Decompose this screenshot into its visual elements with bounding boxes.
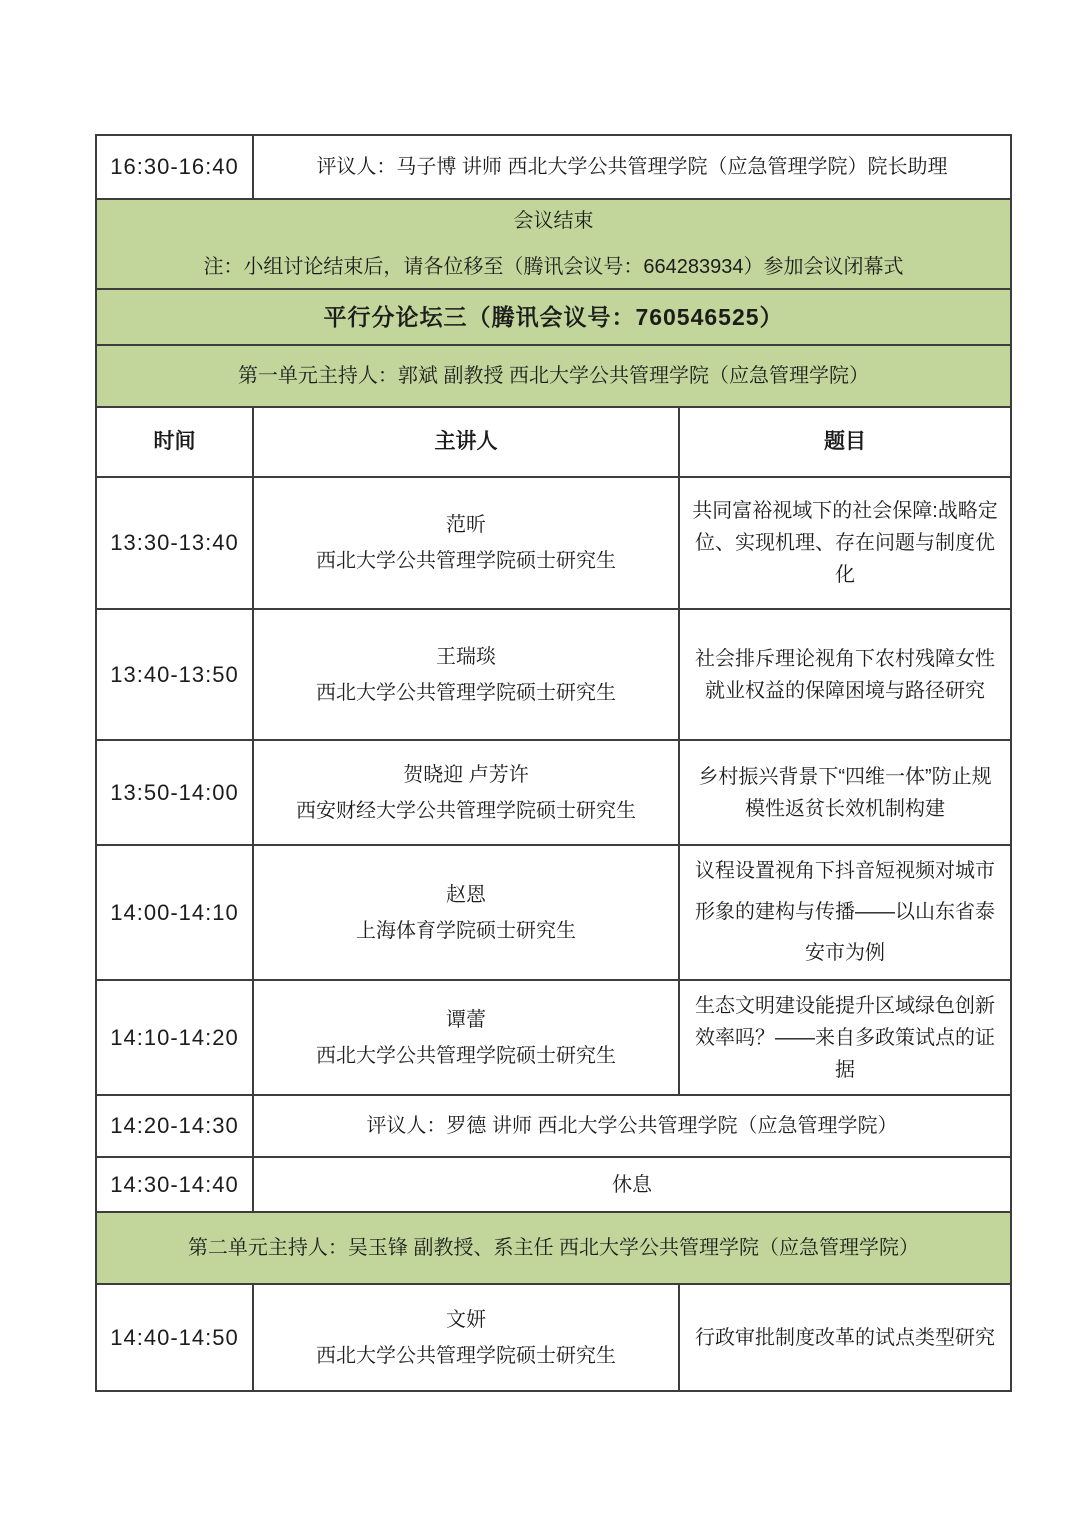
speaker-affiliation: 上海体育学院硕士研究生 [356,919,576,942]
speaker-name: 范昕 [446,514,486,536]
reviewer-cell: 评议人：马子博 讲师 西北大学公共管理学院（应急管理学院）院长助理 [253,135,1011,199]
topic-cell: 社会排斥理论视角下农村残障女性就业权益的保障困境与路径研究 [679,609,1011,740]
speaker-affiliation: 西北大学公共管理学院硕士研究生 [316,1044,616,1067]
topic-cell: 生态文明建设能提升区域绿色创新效率吗？——来自多政策试点的证据 [679,980,1011,1095]
table-row-session [96,1284,1011,1391]
speaker-cell [253,609,679,740]
closing-title: 会议结束 [513,210,594,232]
table-row-review [96,1095,1011,1157]
topic-cell: 乡村振兴背景下“四维一体”防止规模性返贫长效机制构建 [679,740,1011,845]
closing-note: 注：小组讨论结束后，请各位移至（腾讯会议号：664283934）参加会议闭幕式 [203,256,904,278]
speaker-name: 文妍 [446,1308,486,1331]
speaker-affiliation: 西北大学公共管理学院硕士研究生 [316,681,616,704]
time-cell: 14:30-14:40 [96,1157,253,1212]
speaker-cell [253,980,679,1095]
table-row-break [96,1157,1011,1212]
table-row-session [96,845,1011,980]
agenda-table [95,134,1012,1392]
table-row-closing [96,199,1011,289]
closing-cell [96,199,1011,289]
table-row-session [96,609,1011,740]
speaker-affiliation: 西北大学公共管理学院硕士研究生 [316,550,616,572]
time-cell: 13:50-14:00 [96,740,253,845]
topic-cell: 行政审批制度改革的试点类型研究 [679,1284,1011,1391]
unit2-moderator-cell: 第二单元主持人：吴玉锋 副教授、系主任 西北大学公共管理学院（应急管理学院） [96,1212,1011,1284]
column-header-topic: 题目 [679,407,1011,477]
speaker-name: 贺晓迎 卢芳许 [403,763,529,786]
speaker-cell [253,845,679,980]
table-row-session [96,980,1011,1095]
column-header-time: 时间 [96,407,253,477]
topic-cell: 共同富裕视域下的社会保障:战略定位、实现机理、存在问题与制度优化 [679,477,1011,609]
column-header-speaker: 主讲人 [253,407,679,477]
time-cell: 13:40-13:50 [96,609,253,740]
table-header-row [96,407,1011,477]
time-cell: 14:20-14:30 [96,1095,253,1157]
break-cell: 休息 [253,1157,1011,1212]
time-cell: 16:30-16:40 [96,135,253,199]
time-cell: 14:40-14:50 [96,1284,253,1391]
speaker-name: 谭蕾 [446,1008,486,1031]
table-row-unit1-moderator [96,345,1011,407]
table-row-unit2-moderator [96,1212,1011,1284]
table-row-forum-title [96,289,1011,345]
table-row-session [96,477,1011,609]
time-cell: 13:30-13:40 [96,477,253,609]
topic-cell: 议程设置视角下抖音短视频对城市形象的建构与传播——以山东省泰安市为例 [679,845,1011,980]
speaker-affiliation: 西安财经大学公共管理学院硕士研究生 [296,799,636,822]
speaker-cell [253,1284,679,1391]
speaker-affiliation: 西北大学公共管理学院硕士研究生 [316,1344,616,1367]
reviewer-cell: 评议人：罗德 讲师 西北大学公共管理学院（应急管理学院） [253,1095,1011,1157]
time-cell: 14:10-14:20 [96,980,253,1095]
table-row-review-previous [96,135,1011,199]
forum-title: 平行分论坛三（腾讯会议号：760546525） [96,289,1011,345]
speaker-cell [253,477,679,609]
speaker-name: 赵恩 [446,883,486,906]
table-row-session [96,740,1011,845]
speaker-cell [253,740,679,845]
speaker-name: 王瑞琰 [436,645,496,668]
time-cell: 14:00-14:10 [96,845,253,980]
unit1-moderator-cell: 第一单元主持人：郭斌 副教授 西北大学公共管理学院（应急管理学院） [96,345,1011,407]
